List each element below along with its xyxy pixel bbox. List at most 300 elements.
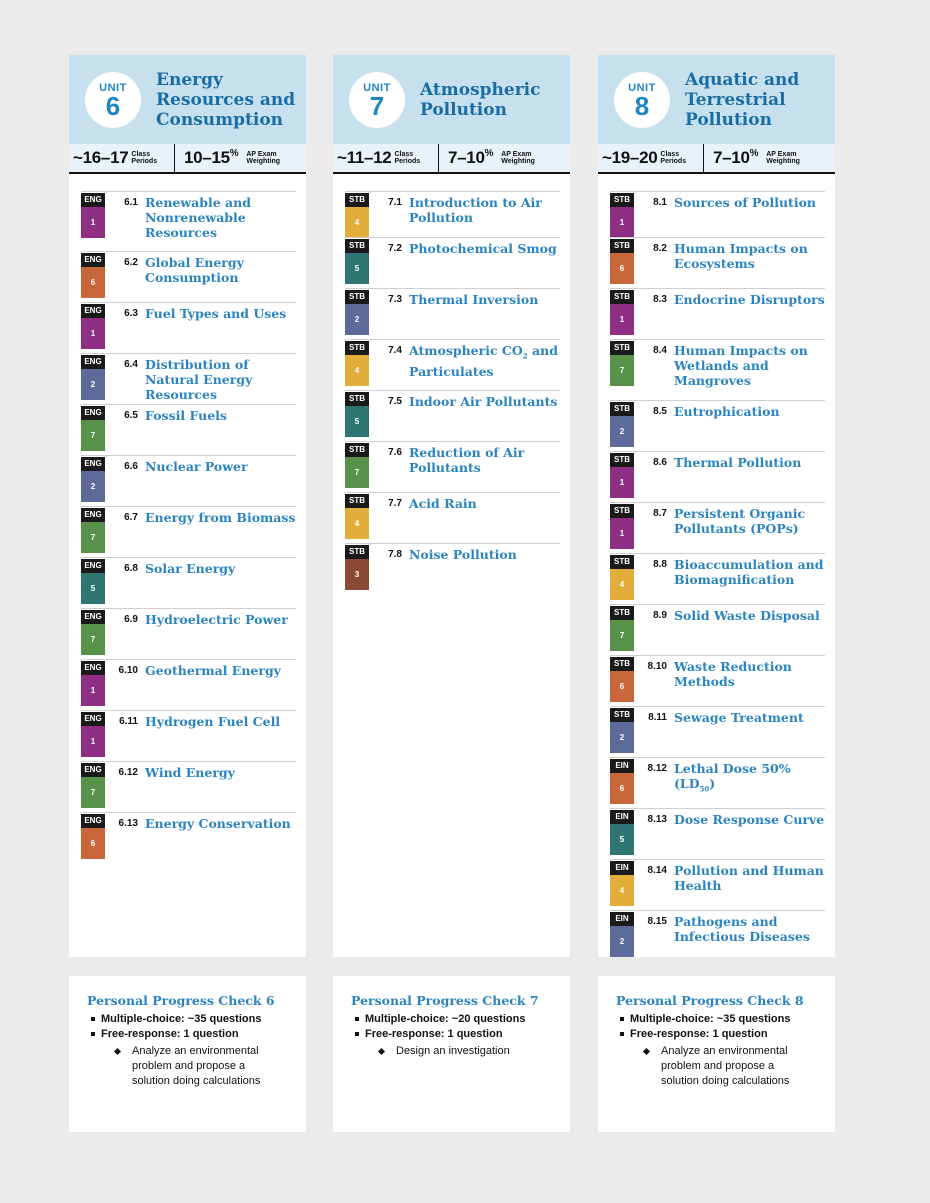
badge-category: STB (610, 606, 634, 620)
topic-title-subscript: 50 (699, 784, 710, 794)
topic-title[interactable]: Hydroelectric Power (145, 612, 288, 627)
exam-weighting-label: AP Exam Weighting (246, 151, 281, 165)
topic-row[interactable] (610, 553, 825, 604)
exam-weighting-value (184, 148, 238, 168)
topic-title[interactable]: Hydrogen Fuel Cell (145, 714, 281, 729)
skill-badge (81, 253, 105, 298)
fr-detail-text: Design an investigation (396, 1045, 510, 1057)
exam-weighting-label: AP Exam Weighting (501, 151, 535, 165)
badge-code: 5 (81, 573, 105, 604)
class-periods-value: ~19–20 (602, 148, 658, 167)
mc-item (365, 1012, 562, 1027)
topic-number: 6.2 (124, 257, 138, 268)
topic-title[interactable]: Distribution of Natural Energy Resources (145, 357, 253, 402)
topic-number: 8.3 (653, 294, 667, 305)
topic-title-text: Lethal Dose 50% (LD (674, 761, 791, 791)
topic-title[interactable]: Fuel Types and Uses (145, 306, 287, 321)
skill-badge (610, 239, 634, 284)
fr-detail-text: Analyze an environmental problem and propose a solution doing calculations (132, 1045, 261, 1087)
class-periods-label: Class Periods (394, 151, 421, 165)
badge-category: ENG (81, 559, 105, 573)
topic-row[interactable] (81, 710, 296, 761)
fr-detail-item (630, 1044, 811, 1089)
badge-code: 1 (610, 304, 634, 335)
skill-badge (610, 504, 634, 549)
bullet-square-icon (91, 1017, 95, 1021)
fr-text: Free-response: 1 question (101, 1028, 239, 1040)
badge-code: 5 (610, 824, 634, 855)
progress-check-title[interactable]: Personal Progress Check 8 (616, 993, 804, 1008)
topic-row[interactable] (345, 543, 560, 594)
topic-list (345, 191, 560, 594)
topic-number: 6.9 (124, 614, 138, 625)
topic-number: 7.2 (388, 243, 402, 254)
badge-category: EIN (610, 810, 634, 824)
badge-category: ENG (81, 193, 105, 207)
topic-title[interactable]: Endocrine Disruptors (674, 292, 825, 307)
bullet-diamond-icon (643, 1048, 650, 1055)
exam-weighting-value (448, 148, 493, 168)
skill-badge (81, 193, 105, 238)
badge-code: 7 (81, 624, 105, 655)
skill-badge (610, 453, 634, 498)
topic-number: 8.11 (648, 712, 667, 723)
topic-number: 8.2 (653, 243, 667, 254)
topic-row[interactable] (81, 191, 296, 251)
topic-number: 8.9 (653, 610, 667, 621)
skill-badge (81, 559, 105, 604)
topic-row[interactable] (345, 288, 560, 339)
class-periods-stat (333, 144, 439, 172)
exam-weighting-stat (704, 144, 806, 172)
topic-row[interactable] (81, 761, 296, 812)
topic-row[interactable] (345, 390, 560, 441)
unit-stats (69, 144, 306, 174)
topic-row[interactable] (610, 237, 825, 288)
badge-category: EIN (610, 759, 634, 773)
topic-row[interactable] (610, 706, 825, 757)
unit-header (333, 55, 570, 144)
badge-code: 6 (81, 267, 105, 298)
badge-code: 7 (610, 620, 634, 651)
topic-row[interactable] (610, 400, 825, 451)
badge-code: 1 (610, 207, 634, 238)
badge-category: STB (610, 290, 634, 304)
bullet-square-icon (355, 1032, 359, 1036)
topic-row[interactable] (610, 604, 825, 655)
badge-code: 4 (610, 875, 634, 906)
badge-code: 1 (610, 467, 634, 498)
topic-row[interactable] (610, 451, 825, 502)
skill-badge (81, 406, 105, 451)
topic-row[interactable] (345, 339, 560, 390)
unit-panel (598, 55, 835, 957)
badge-code: 1 (81, 675, 105, 706)
topic-title[interactable]: Human Impacts on Wetlands and Mangroves (674, 343, 808, 388)
badge-category: STB (610, 555, 634, 569)
topic-title[interactable]: Thermal Inversion (409, 292, 539, 307)
topic-row[interactable] (610, 757, 825, 808)
progress-check-card (69, 976, 306, 1132)
progress-check-list (630, 1012, 827, 1089)
unit-stats (333, 144, 570, 174)
badge-category: STB (345, 193, 369, 207)
topic-number: 8.12 (647, 763, 667, 774)
bullet-diamond-icon (378, 1048, 385, 1055)
topic-title[interactable]: Energy from Biomass (145, 510, 296, 525)
class-periods-stat (598, 144, 704, 172)
topic-number: 8.14 (647, 865, 667, 876)
topic-number: 8.15 (647, 916, 667, 927)
topic-row[interactable] (81, 455, 296, 506)
unit-badge (85, 72, 141, 128)
topic-title[interactable]: Nuclear Power (145, 459, 248, 474)
badge-category: ENG (81, 661, 105, 675)
exam-weighting-stat (439, 144, 541, 172)
topic-row[interactable] (610, 339, 825, 400)
topic-row[interactable] (610, 859, 825, 910)
skill-badge (610, 810, 634, 855)
skill-badge (610, 708, 634, 753)
badge-category: STB (610, 657, 634, 671)
topic-number: 6.6 (124, 461, 138, 472)
unit-number: 8 (634, 91, 650, 121)
topic-number: 7.5 (388, 396, 402, 407)
fr-item (630, 1027, 827, 1042)
class-periods-value: ~11–12 (337, 148, 392, 167)
badge-category: EIN (610, 912, 634, 926)
badge-code: 1 (610, 518, 634, 549)
topic-number: 6.11 (119, 716, 138, 727)
topic-title[interactable]: Global Energy Consumption (145, 255, 244, 285)
badge-category: EIN (610, 861, 634, 875)
badge-category: STB (610, 193, 634, 207)
topic-title[interactable]: Dose Response Curve (674, 812, 825, 827)
bullet-square-icon (91, 1032, 95, 1036)
topic-title[interactable]: Solar Energy (145, 561, 236, 576)
topic-row[interactable] (610, 808, 825, 859)
topic-title[interactable]: Thermal Pollution (674, 455, 802, 470)
topic-row[interactable] (345, 492, 560, 543)
mc-text: Multiple-choice: ~35 questions (630, 1013, 791, 1025)
topic-title[interactable]: Wind Energy (145, 765, 235, 780)
skill-badge (345, 443, 369, 488)
skill-badge (81, 610, 105, 655)
topic-title-subscript: 2 (522, 351, 528, 361)
badge-code: 5 (345, 406, 369, 437)
badge-category: ENG (81, 355, 105, 369)
fr-item (365, 1027, 562, 1042)
badge-code: 6 (610, 671, 634, 702)
fr-text: Free-response: 1 question (365, 1028, 503, 1040)
badge-category: STB (345, 392, 369, 406)
topic-title[interactable]: Sewage Treatment (674, 710, 804, 725)
class-periods-label: Class Periods (660, 151, 687, 165)
percent-sign: % (484, 148, 494, 159)
unit-column-7 (333, 55, 570, 1057)
topic-title[interactable]: Renewable and Nonrenewable Resources (145, 195, 251, 240)
badge-category: STB (345, 443, 369, 457)
badge-code: 4 (345, 355, 369, 386)
unit-number: 6 (105, 91, 121, 121)
badge-category: ENG (81, 814, 105, 828)
topic-row[interactable] (610, 502, 825, 553)
fr-detail-item (365, 1044, 546, 1059)
skill-badge (81, 304, 105, 349)
badge-category: STB (610, 341, 634, 355)
topic-row[interactable] (345, 191, 560, 237)
badge-category: ENG (81, 508, 105, 522)
skill-badge (81, 508, 105, 553)
skill-badge (81, 457, 105, 502)
topic-title[interactable]: Noise Pollution (409, 547, 517, 562)
badge-category: ENG (81, 712, 105, 726)
topic-title[interactable]: Persistent Organic Pollutants (POPs) (674, 506, 806, 536)
unit-header (69, 55, 306, 144)
topic-title[interactable]: Acid Rain (409, 496, 477, 511)
skill-badge (610, 290, 634, 335)
badge-code: 1 (81, 207, 105, 238)
exam-weighting-value (713, 148, 758, 168)
badge-category: ENG (81, 304, 105, 318)
topic-number: 8.8 (653, 559, 667, 570)
topic-number: 7.8 (388, 549, 402, 560)
mc-item (630, 1012, 827, 1027)
topic-row[interactable] (345, 441, 560, 492)
badge-code: 1 (81, 318, 105, 349)
skill-badge (610, 402, 634, 447)
topic-title-text-end: ) (709, 776, 716, 791)
topic-title[interactable]: Introduction to Air Pollution (409, 195, 542, 225)
class-periods-stat (69, 144, 175, 172)
skill-badge (81, 661, 105, 706)
topic-row[interactable] (610, 191, 825, 237)
bullet-square-icon (355, 1017, 359, 1021)
topic-number: 8.1 (653, 197, 667, 208)
badge-category: STB (610, 708, 634, 722)
skill-badge (610, 657, 634, 702)
fr-item (101, 1027, 298, 1042)
skill-badge (345, 341, 369, 386)
skill-badge (81, 355, 105, 400)
topic-title[interactable]: Energy Conservation (145, 816, 291, 831)
badge-code: 4 (610, 569, 634, 600)
topic-number: 8.13 (647, 814, 667, 825)
topic-row[interactable] (81, 659, 296, 710)
exam-weighting-number: 7–10 (713, 148, 750, 167)
progress-check-list (101, 1012, 298, 1089)
topic-number: 7.7 (388, 498, 402, 509)
percent-sign: % (229, 148, 239, 159)
badge-code: 7 (81, 522, 105, 553)
skill-badge (345, 239, 369, 284)
topic-row[interactable] (610, 910, 825, 961)
unit-stats (598, 144, 835, 174)
badge-category: STB (610, 504, 634, 518)
skill-badge (81, 712, 105, 757)
skill-badge (345, 290, 369, 335)
badge-category: STB (345, 545, 369, 559)
topic-number: 8.6 (653, 457, 667, 468)
badge-category: STB (345, 290, 369, 304)
badge-code: 4 (345, 508, 369, 539)
fr-detail-text: Analyze an environmental problem and propose a solution doing calculations (661, 1045, 790, 1087)
topic-title[interactable]: Waste Reduction Methods (674, 659, 792, 689)
topic-number: 7.4 (388, 345, 402, 356)
topic-number: 7.1 (388, 197, 402, 208)
topic-number: 8.10 (647, 661, 667, 672)
topic-row[interactable] (81, 506, 296, 557)
badge-code: 3 (345, 559, 369, 590)
topic-row[interactable] (81, 404, 296, 455)
topic-title[interactable]: Pollution and Human Health (674, 863, 824, 893)
skill-badge (610, 912, 634, 957)
progress-check-title[interactable]: Personal Progress Check 7 (351, 993, 539, 1008)
skill-badge (81, 763, 105, 808)
topic-title[interactable]: Solid Waste Disposal (674, 608, 820, 623)
badge-category: STB (345, 494, 369, 508)
bullet-square-icon (620, 1017, 624, 1021)
topic-row[interactable] (610, 288, 825, 339)
badge-code: 2 (81, 369, 105, 400)
topic-title-text: Atmospheric CO (409, 343, 523, 358)
badge-category: STB (610, 239, 634, 253)
skill-badge (610, 861, 634, 906)
topic-title[interactable]: Human Impacts on Ecosystems (674, 241, 808, 271)
unit-number: 7 (369, 91, 385, 121)
topic-row[interactable] (81, 557, 296, 608)
topic-row[interactable] (81, 812, 296, 863)
progress-check-list (365, 1012, 562, 1059)
fr-detail-item (101, 1044, 282, 1089)
skill-badge (345, 494, 369, 539)
class-periods-value: ~16–17 (73, 148, 129, 167)
skill-badge (610, 193, 634, 238)
percent-sign: % (749, 148, 759, 159)
topic-list (610, 191, 825, 961)
exam-weighting-stat (175, 144, 286, 172)
skill-badge (345, 545, 369, 590)
badge-category: ENG (81, 406, 105, 420)
topic-title[interactable]: Indoor Air Pollutants (409, 394, 558, 409)
topic-number: 7.6 (388, 447, 402, 458)
mc-text: Multiple-choice: ~35 questions (101, 1013, 262, 1025)
topic-number: 6.4 (124, 359, 138, 370)
topic-title-text-end: and Particulates (409, 343, 558, 379)
badge-code: 6 (610, 773, 634, 804)
exam-weighting-number: 10–15 (184, 148, 230, 167)
unit-header (598, 55, 835, 144)
badge-code: 2 (345, 304, 369, 335)
badge-code: 2 (610, 926, 634, 957)
skill-badge (610, 759, 634, 804)
skill-badge (345, 193, 369, 238)
topic-row[interactable] (81, 251, 296, 302)
topic-row[interactable] (610, 655, 825, 706)
unit-column-8 (598, 55, 835, 1087)
exam-weighting-number: 7–10 (448, 148, 485, 167)
badge-code: 7 (81, 420, 105, 451)
unit-title: Energy Resources and Consumption (156, 69, 296, 130)
topic-number: 6.1 (124, 197, 138, 208)
badge-category: STB (610, 402, 634, 416)
topic-title[interactable]: Bioaccumulation and Biomagnification (674, 557, 824, 587)
exam-weighting-label: AP Exam Weighting (766, 151, 800, 165)
topic-number: 8.5 (653, 406, 667, 417)
fr-text: Free-response: 1 question (630, 1028, 768, 1040)
topic-title[interactable]: Photochemical Smog (409, 241, 557, 256)
progress-check-title[interactable]: Personal Progress Check 6 (87, 993, 275, 1008)
topic-title[interactable]: Geothermal Energy (145, 663, 281, 678)
badge-category: ENG (81, 610, 105, 624)
unit-label: UNIT (363, 82, 391, 94)
topic-row[interactable] (345, 237, 560, 288)
unit-column-6 (69, 55, 306, 1087)
topic-row[interactable] (81, 353, 296, 404)
topic-row[interactable] (81, 608, 296, 659)
badge-category: ENG (81, 763, 105, 777)
unit-title: Aquatic and Terrestrial Pollution (685, 69, 800, 130)
progress-check-card (598, 976, 835, 1132)
topic-number: 6.7 (124, 512, 138, 523)
badge-code: 5 (345, 253, 369, 284)
bullet-square-icon (620, 1032, 624, 1036)
badge-code: 7 (345, 457, 369, 488)
progress-check-card (333, 976, 570, 1132)
unit-panel (69, 55, 306, 957)
topic-number: 6.12 (118, 767, 138, 778)
badge-category: ENG (81, 457, 105, 471)
topic-number: 6.3 (124, 308, 138, 319)
skill-badge (610, 555, 634, 600)
topic-number: 8.4 (653, 345, 667, 356)
topic-number: 6.5 (124, 410, 138, 421)
topic-title[interactable] (674, 761, 825, 797)
topic-title[interactable]: Fossil Fuels (145, 408, 227, 423)
skill-badge (610, 341, 634, 386)
mc-text: Multiple-choice: ~20 questions (365, 1013, 526, 1025)
badge-code: 4 (345, 207, 369, 238)
topic-title[interactable]: Sources of Pollution (674, 195, 816, 210)
topic-number: 7.3 (388, 294, 402, 305)
badge-category: ENG (81, 253, 105, 267)
skill-badge (345, 392, 369, 437)
topic-number: 6.10 (118, 665, 138, 676)
badge-code: 2 (610, 416, 634, 447)
bullet-diamond-icon (114, 1048, 121, 1055)
unit-label: UNIT (628, 82, 656, 94)
unit-badge (349, 72, 405, 128)
badge-code: 2 (81, 471, 105, 502)
topic-title[interactable]: Eutrophication (674, 404, 780, 419)
unit-label: UNIT (99, 82, 127, 94)
unit-title: Atmospheric Pollution (420, 79, 541, 120)
topic-title[interactable] (409, 343, 560, 379)
topic-title[interactable]: Pathogens and Infectious Diseases (674, 914, 810, 944)
unit-panel (333, 55, 570, 957)
badge-code: 7 (81, 777, 105, 808)
topic-number: 6.13 (118, 818, 138, 829)
badge-category: STB (610, 453, 634, 467)
unit-badge (614, 72, 670, 128)
badge-code: 1 (81, 726, 105, 757)
badge-code: 7 (610, 355, 634, 386)
topic-title[interactable]: Reduction of Air Pollutants (409, 445, 525, 475)
skill-badge (81, 814, 105, 859)
badge-category: STB (345, 341, 369, 355)
topic-number: 6.8 (124, 563, 138, 574)
topic-row[interactable] (81, 302, 296, 353)
